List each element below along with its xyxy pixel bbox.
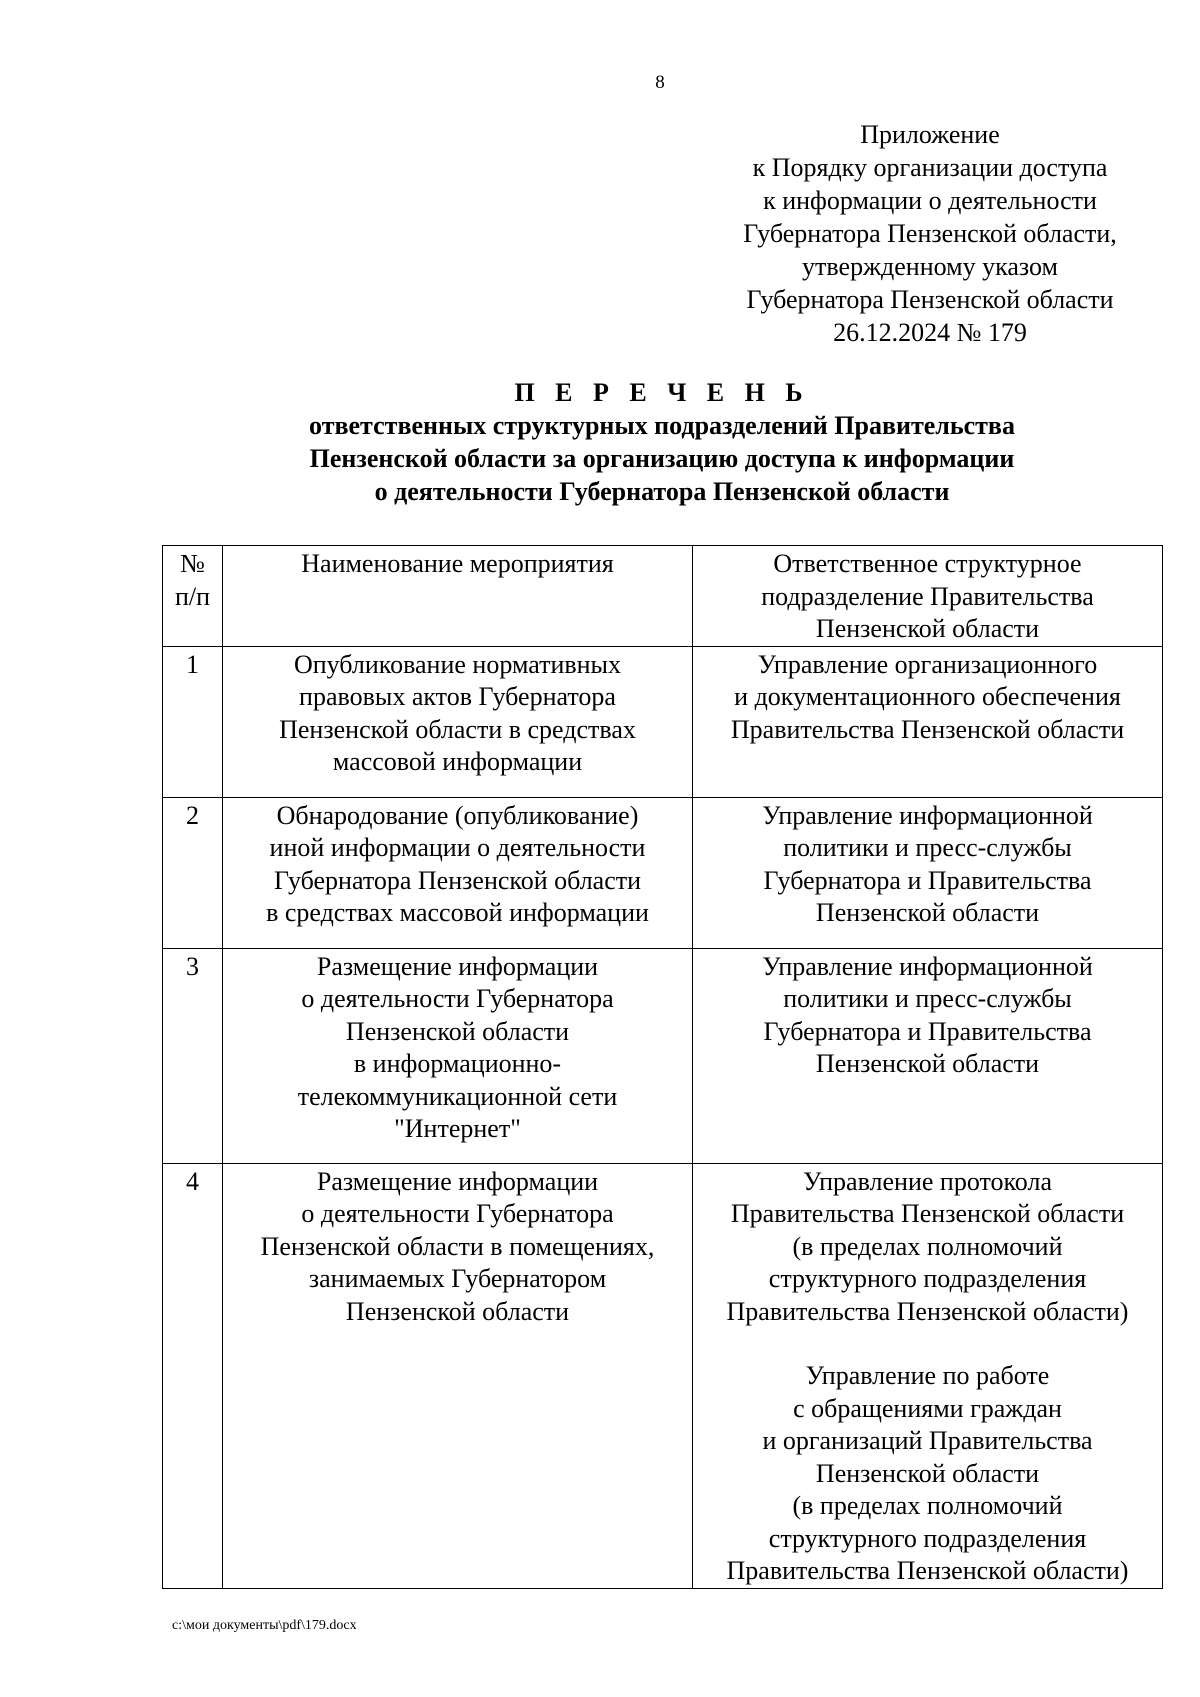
table-row (163, 948, 1163, 1163)
table-row (163, 646, 1163, 797)
appendix-line: Губернатора Пензенской области, (743, 219, 1117, 248)
responsibility-table (162, 545, 1163, 1589)
appendix-line: Приложение (860, 120, 1000, 149)
header-responsible-unit: Ответственное структурное подразделение Правительства Пензенской области (693, 546, 1163, 647)
row-event: Размещение информации о деятельности Губернатора Пензенской области в помещениях, занимаемых Губернатором Пензенской области (223, 1163, 693, 1588)
appendix-line: к информации о деятельности (763, 186, 1097, 215)
row-responsible: Управление информационной политики и пресс-службы Губернатора и Правительства Пензенской области (693, 948, 1163, 1163)
appendix-line: к Порядку организации доступа (752, 153, 1108, 182)
table-header-row (163, 546, 1163, 647)
document-title (162, 376, 1162, 508)
row-number: 1 (163, 646, 223, 797)
row-responsible: Управление организационного и документационного обеспечения Правительства Пензенской области (693, 646, 1163, 797)
title-line: Пензенской области за организацию доступа к информации (309, 444, 1015, 473)
row-event: Обнародование (опубликование) иной информации о деятельности Губернатора Пензенской области в средствах массовой информации (223, 797, 693, 948)
table-row (163, 797, 1163, 948)
row-number: 3 (163, 948, 223, 1163)
appendix-date-number: 26.12.2024 № 179 (833, 318, 1027, 347)
header-event-name: Наименование мероприятия (223, 546, 693, 647)
row-responsible: Управление информационной политики и пресс-службы Губернатора и Правительства Пензенской области (693, 797, 1163, 948)
row-responsible: Управление протокола Правительства Пензенской области (в пределах полномочий структурного подразделения Правительства Пензенской области) Управление по работе с обращениями граждан и организаций Правительства Пензенской области (в пределах полномочий структурного подразделения Правительства Пензенской области) (693, 1163, 1163, 1588)
row-event: Размещение информации о деятельности Губернатора Пензенской области в информационно- телекоммуникационной сети "Интернет" (223, 948, 693, 1163)
file-path-footer: c:\мои документы\pdf\179.docx (172, 1618, 357, 1633)
row-number: 2 (163, 797, 223, 948)
title-line: ответственных структурных подразделений Правительства (309, 411, 1015, 440)
row-event: Опубликование нормативных правовых актов Губернатора Пензенской области в средствах массовой информации (223, 646, 693, 797)
appendix-line: Губернатора Пензенской области (746, 285, 1114, 314)
appendix-line: утвержденному указом (802, 252, 1058, 281)
appendix-block (660, 118, 1200, 349)
table-row (163, 1163, 1163, 1588)
row-number: 4 (163, 1163, 223, 1588)
header-number: № п/п (163, 546, 223, 647)
title-heading: П Е Р Е Ч Е Н Ь (514, 378, 810, 407)
title-line: о деятельности Губернатора Пензенской области (374, 477, 950, 506)
page-number: 8 (655, 72, 665, 93)
